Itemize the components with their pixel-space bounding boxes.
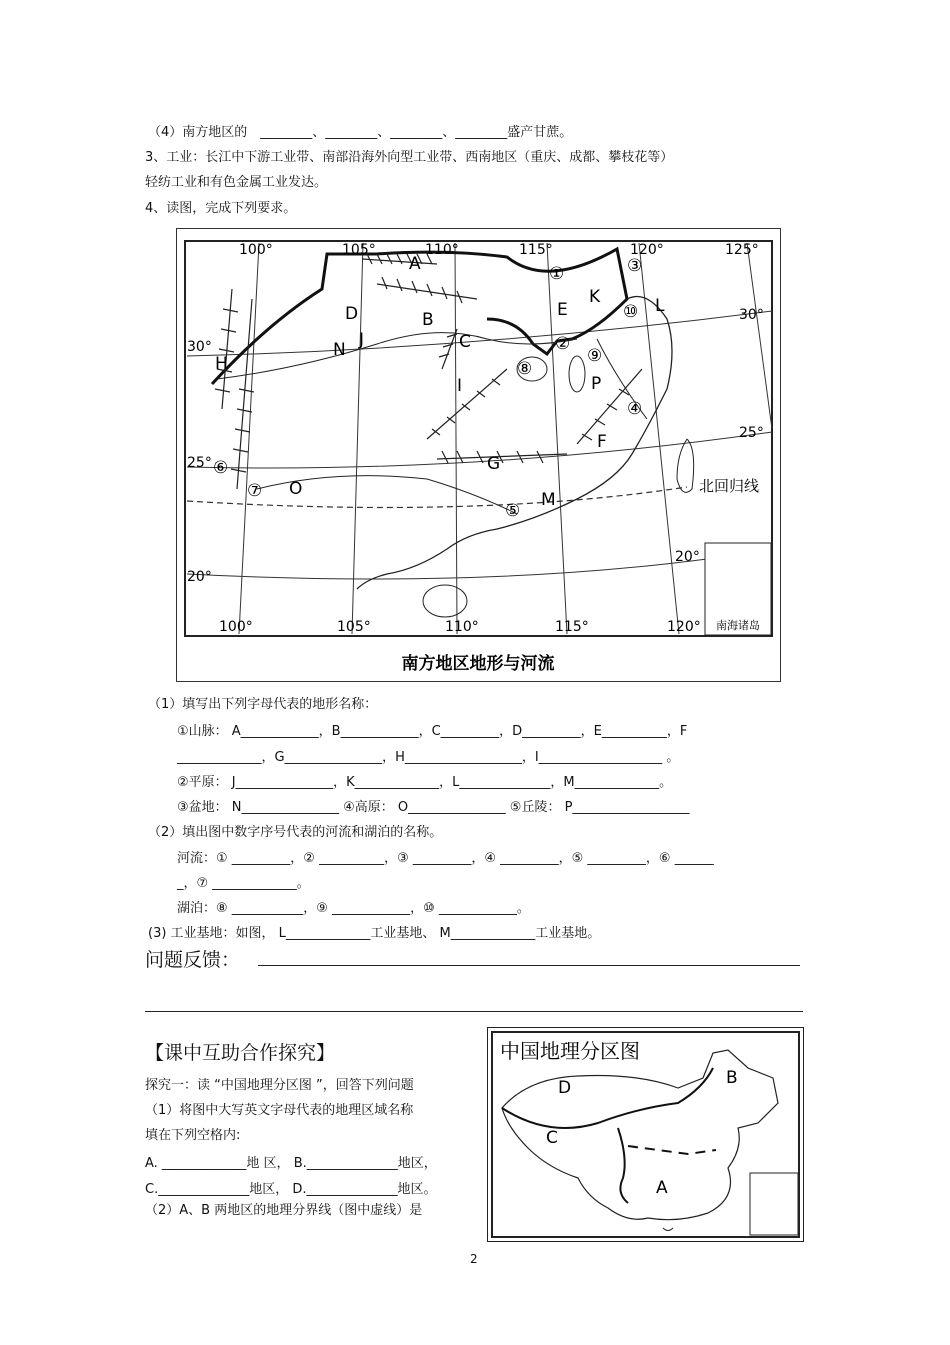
map-label-e: E: [557, 300, 568, 320]
map-label-b: B: [422, 310, 434, 330]
feedback-line: [258, 965, 800, 966]
q1-mountains: ①山脉： A____________，B____________，C_________，D_________，E__________，F: [177, 724, 688, 739]
text-line-industry: 3、工业：长江中下游工业带、南部沿海外向型工业带、西南地区（重庆、成都、攀枝花等）: [145, 150, 674, 165]
q2-lakes: 湖泊：⑧ ___________，⑨ ____________，⑩ ____________。: [177, 901, 530, 916]
q2-rivers-2: _，⑦ _____________。: [177, 876, 310, 891]
map-num-4: ④: [627, 399, 643, 419]
lat-right-30: 30°: [739, 307, 764, 323]
region-label-a: A: [656, 1178, 668, 1198]
map-label-o: O: [289, 479, 303, 499]
lat-left-20: 20°: [187, 569, 212, 585]
region-label-c: C: [546, 1128, 558, 1148]
lon-top-105: 105°: [342, 242, 376, 258]
china-regions-map: [487, 1027, 804, 1242]
map-label-f: F: [597, 432, 607, 452]
q1-heading: （1）填写出下列字母代表的地形名称：: [148, 697, 378, 712]
map-label-d: D: [345, 304, 359, 324]
map-label-k: K: [589, 287, 601, 307]
explore-5: C.______________地区， D.______________地区。: [145, 1182, 437, 1197]
map-label-j: J: [359, 330, 365, 350]
lat-right-25: 25°: [739, 425, 764, 441]
q1-mountains-2: _____________，G_______________，H__________________，I___________________ 。: [177, 750, 680, 765]
text-line-industry-2: 轻纺工业和有色金属工业发达。: [145, 175, 328, 190]
explore-1: 探究一：读 “中国地理分区图 ”，回答下列问题: [145, 1078, 414, 1093]
q2-rivers: 河流：① _________，② __________，③ _________，④ _________，⑤ _________，⑥ ______: [177, 851, 714, 866]
q2-heading: （2）填出图中数字序号代表的河流和湖泊的名称。: [148, 825, 443, 840]
explore-4: A. _____________地 区， B.______________地区，: [145, 1156, 437, 1171]
lat-left-25: 25°: [187, 455, 212, 471]
text-line-read-map: 4、读图，完成下列要求。: [145, 201, 297, 216]
map-label-i: I: [457, 376, 463, 396]
map-num-2: ②: [555, 334, 571, 354]
china-map-title: 中国地理分区图: [500, 1039, 640, 1063]
lon-bottom-100: 100°: [219, 619, 253, 635]
lon-bottom-120: 120°: [667, 619, 701, 635]
map-label-p: P: [591, 374, 602, 394]
region-label-d: D: [558, 1078, 572, 1098]
map-num-1: ①: [549, 264, 565, 284]
lon-bottom-115: 115°: [555, 619, 589, 635]
map-num-8: ⑧: [517, 359, 533, 379]
explore-3: 填在下列空格内:: [145, 1128, 241, 1143]
q1-plains: ②平原： J_______________，K_____________，L______________，M_____________。: [177, 775, 673, 790]
explore-6: （2）A、B 两地区的地理分界线（图中虚线）是: [145, 1203, 423, 1218]
inset-label: 南海诸岛: [716, 619, 760, 632]
lon-top-125: 125°: [725, 242, 759, 258]
south-china-terrain-map: [176, 228, 781, 682]
map-label-g: G: [487, 454, 501, 474]
map-caption: 南方地区地形与河流: [401, 654, 555, 674]
map-label-h: H: [215, 354, 228, 374]
section-title: 【课中互助合作探究】: [145, 1042, 336, 1064]
page-number: 2: [470, 1252, 478, 1266]
section-divider: [145, 1011, 803, 1012]
map-label-n: N: [333, 340, 346, 360]
map-num-10: ⑩: [623, 302, 639, 322]
lat-left-30: 30°: [187, 339, 212, 355]
china-regions-svg: [488, 1028, 803, 1241]
q3-industry-bases: (3) 工业基地：如图， L_____________工业基地、 M_____________工业基地。: [148, 926, 601, 941]
lon-top-110: 110°: [425, 242, 459, 258]
region-label-b: B: [726, 1068, 738, 1088]
terrain-map-svg: [177, 229, 780, 681]
lon-bottom-105: 105°: [337, 619, 371, 635]
lon-top-100: 100°: [239, 242, 273, 258]
text-line-sugarcane: （4）南方地区的 ________、________、________、________盛产甘蔗。: [148, 125, 573, 140]
feedback-label: 问题反馈：: [145, 949, 241, 971]
map-num-3: ③: [627, 256, 643, 276]
map-label-l: L: [655, 296, 665, 316]
lon-bottom-110: 110°: [445, 619, 479, 635]
map-num-7: ⑦: [247, 481, 263, 501]
lon-top-120: 120°: [630, 242, 664, 258]
lat-right-20: 20°: [675, 549, 700, 565]
tropic-label: 北回归线: [699, 477, 760, 495]
map-num-9: ⑨: [587, 346, 603, 366]
map-label-a: A: [409, 254, 421, 274]
lon-top-115: 115°: [519, 242, 553, 258]
map-num-5: ⑤: [505, 501, 521, 521]
q1-basin-plateau-hills: ③盆地： N_______________ ④高原： O_______________ ⑤丘陵： P__________________: [177, 800, 690, 815]
explore-2: （1）将图中大写英文字母代表的地理区域名称: [145, 1103, 414, 1118]
map-label-c: C: [459, 332, 471, 352]
map-label-m: M: [541, 490, 556, 510]
map-num-6: ⑥: [213, 458, 229, 478]
